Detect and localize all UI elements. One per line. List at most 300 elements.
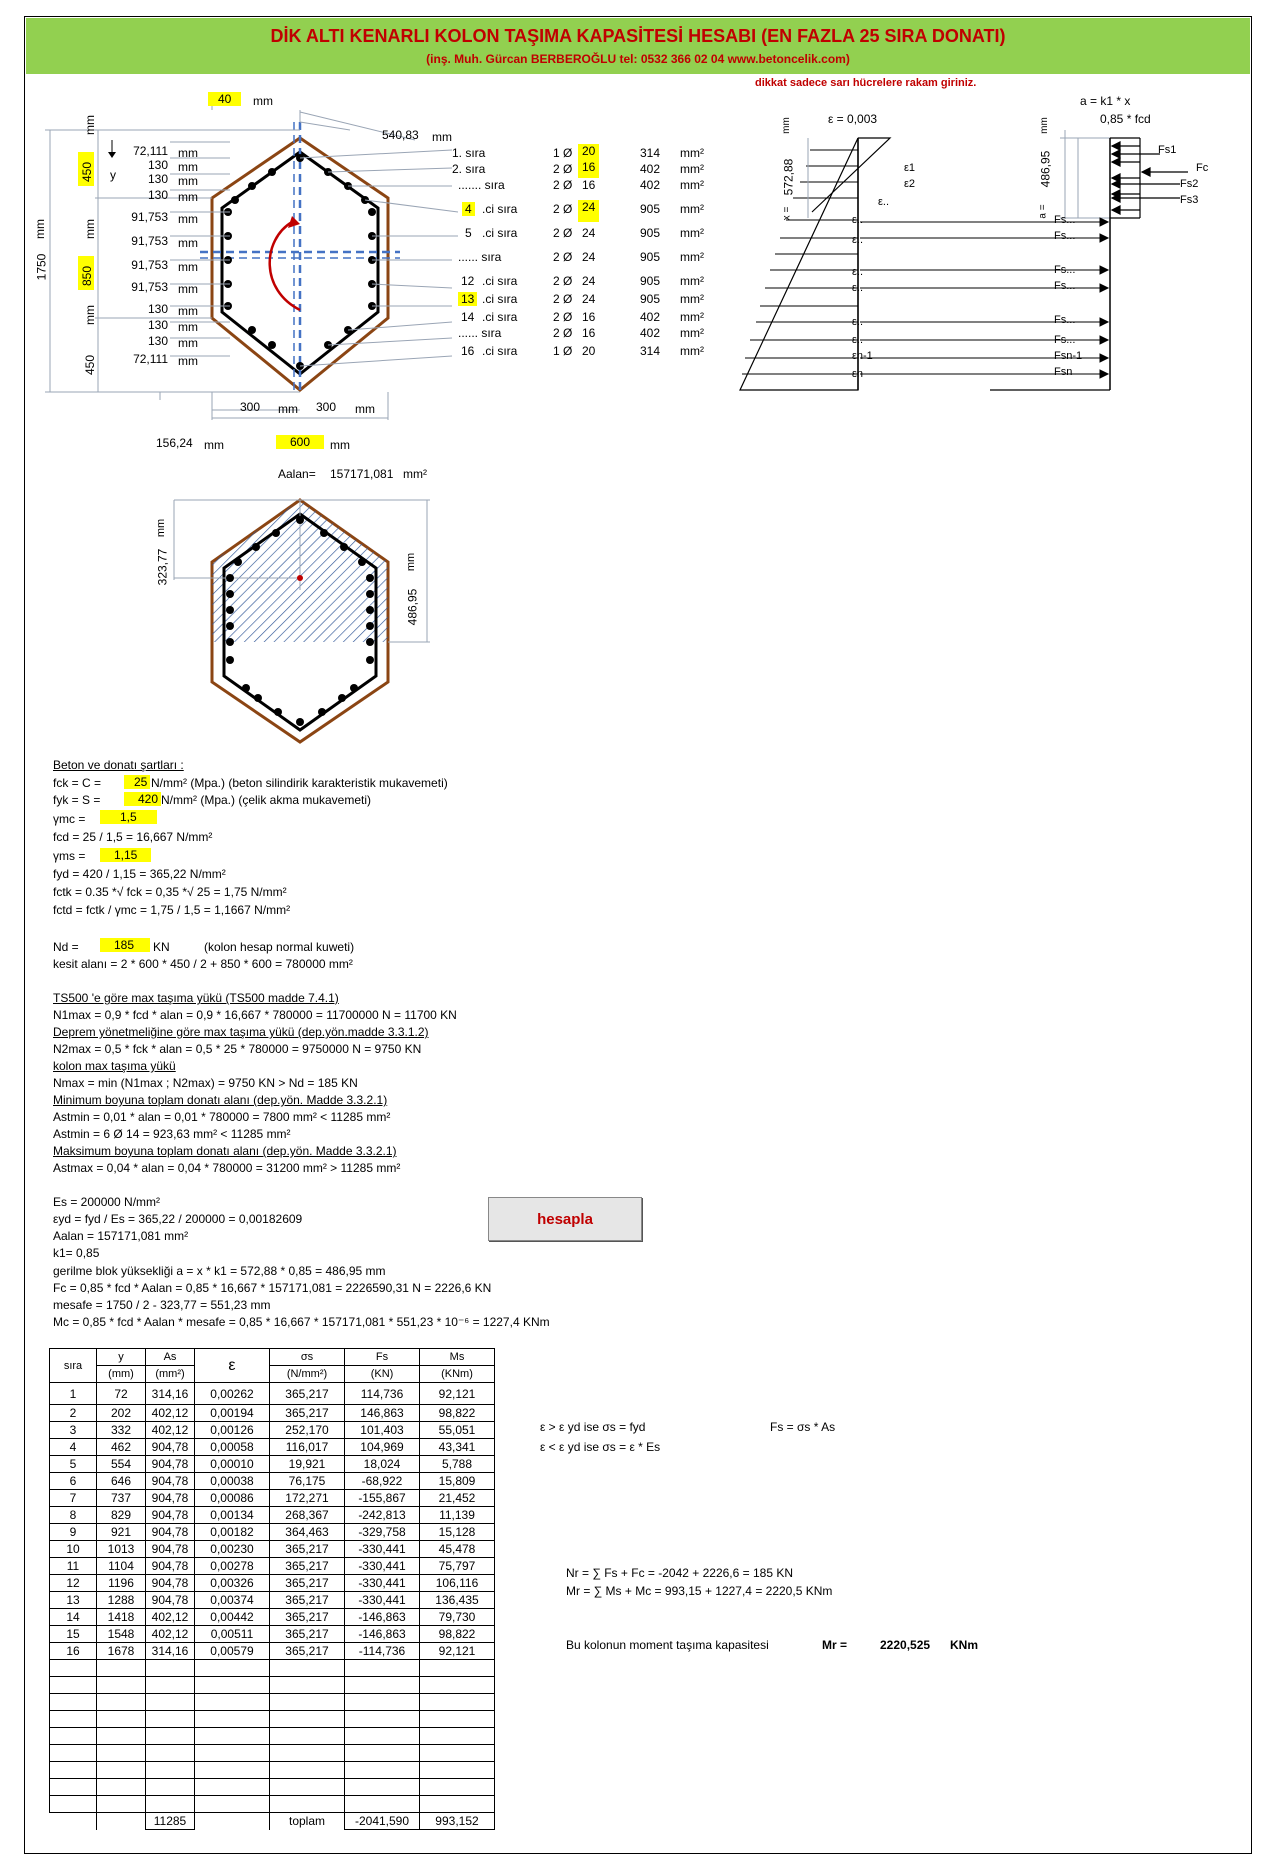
x-value: 572,88 (781, 158, 796, 196)
offset-unit: mm (204, 438, 224, 452)
empty-cell (345, 1779, 420, 1796)
area-value: 157171,081 (330, 467, 394, 481)
table-row (50, 1405, 495, 1422)
row-diameter: 24 (582, 226, 596, 240)
table-cell: 365,217 (270, 1643, 345, 1660)
table-cell: -68,922 (345, 1473, 420, 1490)
empty-cell (50, 1796, 97, 1813)
warning-note: dikkat sadece sarı hücrelere rakam giriniz. (755, 77, 977, 89)
table-cell: 365,217 (270, 1405, 345, 1422)
h-top-unit: mm (83, 115, 97, 135)
results-table (49, 1348, 495, 1830)
table-cell: 0,00194 (195, 1405, 270, 1422)
table-cell: 9 (50, 1524, 97, 1541)
row-number: 5 (465, 226, 472, 240)
force-label: Fs... (1054, 334, 1076, 346)
table-cell: -114,736 (345, 1643, 420, 1660)
table-cell: 1418 (97, 1609, 146, 1626)
table-cell: 14 (50, 1609, 97, 1626)
row-area: 314 (640, 344, 661, 358)
row-diameter[interactable]: 16 (578, 160, 599, 178)
row-area-unit: mm² (680, 250, 704, 264)
empty-cell (97, 1796, 146, 1813)
compression-zone-drawing (0, 470, 460, 750)
table-cell: 829 (97, 1507, 146, 1524)
table-row (50, 1575, 495, 1592)
fck-label: fck = C = (53, 776, 102, 790)
gms-label: γms = (53, 849, 86, 863)
rule-elastic: ε < ε yd ise σs = ε * Es (540, 1440, 661, 1454)
strain-label: εn (852, 368, 864, 380)
force-label: Fsn-1 (1054, 350, 1083, 362)
check-line: Nmax = min (N1max ; N2max) = 9750 KN > Nd = 185 KN (53, 1076, 358, 1090)
row-label: 2. sıra (452, 162, 486, 176)
row-number: 16 (461, 344, 475, 358)
force-label: Fs... (1054, 314, 1076, 326)
table-cell: 0,00579 (195, 1643, 270, 1660)
empty-cell (97, 1694, 146, 1711)
y-axis-label: y (110, 168, 116, 182)
row-count: 2 Ø (553, 326, 573, 340)
h-top-input[interactable]: 450 (78, 152, 94, 186)
fck-desc: N/mm² (Mpa.) (beton silindirik karakteristik mukavemeti) (151, 776, 448, 790)
empty-cell (345, 1711, 420, 1728)
unit-sigma: (N/mm²) (270, 1366, 345, 1383)
spacing-value: 130 (147, 334, 168, 348)
table-cell: 365,217 (270, 1558, 345, 1575)
check-line: Astmin = 6 Ø 14 = 923,63 mm² < 11285 mm² (53, 1127, 291, 1141)
total-as: 11285 (146, 1813, 195, 1830)
empty-cell (195, 1796, 270, 1813)
table-cell: 904,78 (146, 1541, 195, 1558)
table-cell: 11 (50, 1558, 97, 1575)
h-mid-unit-2: mm (83, 305, 97, 325)
area-unit: mm² (403, 467, 427, 481)
fck-input[interactable]: 25 (124, 775, 150, 789)
spacing-value: 130 (147, 188, 168, 202)
table-cell: 402,12 (146, 1422, 195, 1439)
check-line: Astmin = 0,01 * alan = 0,01 * 780000 = 7800 mm² < 11285 mm² (53, 1110, 391, 1124)
table-cell: 0,00442 (195, 1609, 270, 1626)
h-mid-input[interactable]: 850 (78, 256, 94, 290)
row-number[interactable]: 4 (462, 202, 475, 216)
table-cell: 8 (50, 1507, 97, 1524)
check-line: TS500 'e göre max taşıma yükü (TS500 madde 7.4.1) (53, 991, 339, 1005)
a-unit: mm (1038, 117, 1050, 134)
table-row (50, 1643, 495, 1660)
empty-cell (97, 1660, 146, 1677)
empty-cell (420, 1694, 495, 1711)
force-label: Fs... (1054, 214, 1076, 226)
row-diameter: 16 (582, 326, 596, 340)
table-cell: 0,00230 (195, 1541, 270, 1558)
col-ms: Ms (420, 1349, 495, 1366)
calc-line: gerilme blok yüksekliği a = x * k1 = 572,88 * 0,85 = 486,95 mm (53, 1264, 386, 1278)
table-row (50, 1456, 495, 1473)
spacing-value: 72,111 (133, 352, 168, 366)
table-cell: 1678 (97, 1643, 146, 1660)
strain-label: ε.. (852, 334, 864, 346)
table-cell: 6 (50, 1473, 97, 1490)
width-top-unit: mm (432, 130, 452, 144)
row-diameter[interactable]: 20 (578, 144, 599, 162)
table-cell: 904,78 (146, 1439, 195, 1456)
row-area: 402 (640, 326, 661, 340)
row-label: .ci sıra (482, 274, 518, 288)
row-area: 314 (640, 146, 661, 160)
a-value: 486,95 (1038, 150, 1053, 188)
empty-row (50, 1677, 495, 1694)
cover-input[interactable]: 40 (208, 92, 241, 106)
table-cell: 13 (50, 1592, 97, 1609)
row-diameter: 24 (582, 292, 596, 306)
table-row (50, 1422, 495, 1439)
empty-cell (195, 1762, 270, 1779)
table-row (50, 1490, 495, 1507)
empty-cell (50, 1745, 97, 1762)
table-cell: 19,921 (270, 1456, 345, 1473)
table-cell: 55,051 (420, 1422, 495, 1439)
empty-cell (146, 1660, 195, 1677)
empty-cell (420, 1711, 495, 1728)
force-label: Fs... (1054, 264, 1076, 276)
empty-cell (270, 1694, 345, 1711)
unit-fs: (KN) (345, 1366, 420, 1383)
spacing-unit: mm (178, 336, 198, 350)
row-diameter: 24 (582, 274, 596, 288)
width-top-value: 540,83 (382, 128, 419, 142)
area-label: Aalan= (278, 467, 316, 481)
row-label: ...... sıra (458, 250, 502, 264)
table-cell: 314,16 (146, 1643, 195, 1660)
calc-line: Es = 200000 N/mm² (53, 1195, 161, 1209)
empty-cell (50, 1762, 97, 1779)
table-cell: 98,822 (420, 1626, 495, 1643)
empty-cell (50, 1711, 97, 1728)
table-cell: 0,00278 (195, 1558, 270, 1575)
table-cell: 904,78 (146, 1473, 195, 1490)
rule-yield: ε > ε yd ise σs = fyd (540, 1420, 646, 1434)
capacity-value: 2220,525 (880, 1638, 931, 1652)
total-blank (97, 1813, 146, 1830)
empty-cell (97, 1779, 146, 1796)
empty-row (50, 1694, 495, 1711)
table-cell: 0,00038 (195, 1473, 270, 1490)
strain-label: ε.. (852, 214, 864, 226)
table-cell: 365,217 (270, 1626, 345, 1643)
table-cell: 646 (97, 1473, 146, 1490)
empty-cell (420, 1660, 495, 1677)
spacing-unit: mm (178, 212, 198, 226)
calc-line: k1= 0,85 (53, 1246, 100, 1260)
empty-cell (270, 1677, 345, 1694)
table-cell: 116,017 (270, 1439, 345, 1456)
spacing-value: 91,753 (131, 234, 168, 248)
col-sira: sıra (50, 1349, 97, 1383)
hesapla-button[interactable]: hesapla (488, 1197, 642, 1241)
table-cell: -330,441 (345, 1575, 420, 1592)
depth2-value: 486,95 (405, 588, 420, 626)
row-count: 2 Ø (553, 274, 573, 288)
depth2-unit: mm (405, 552, 418, 572)
empty-row (50, 1796, 495, 1813)
table-row (50, 1558, 495, 1575)
nd-label: Nd = (53, 940, 79, 954)
row-count: 2 Ø (553, 178, 573, 192)
table-cell: 364,463 (270, 1524, 345, 1541)
table-cell: 136,435 (420, 1592, 495, 1609)
table-cell: -330,441 (345, 1558, 420, 1575)
table-cell: 106,116 (420, 1575, 495, 1592)
force-label: Fsn (1054, 366, 1073, 378)
row-area: 905 (640, 250, 661, 264)
table-cell: 1288 (97, 1592, 146, 1609)
table-cell: 172,271 (270, 1490, 345, 1507)
empty-cell (50, 1779, 97, 1796)
row-number[interactable]: 13 (458, 292, 477, 306)
table-cell: 92,121 (420, 1643, 495, 1660)
row-count: 1 Ø (553, 344, 573, 358)
empty-cell (420, 1796, 495, 1813)
empty-cell (420, 1677, 495, 1694)
table-cell: -329,758 (345, 1524, 420, 1541)
calc-line: εyd = fyd / Es = 365,22 / 200000 = 0,00182609 (53, 1212, 303, 1226)
x-label: x = (781, 206, 793, 221)
width-unit: mm (330, 438, 350, 452)
h-total-value: 1750 (34, 253, 49, 281)
table-cell: 402,12 (146, 1626, 195, 1643)
col-fs: Fs (345, 1349, 420, 1366)
half-width-left: 300 (240, 400, 261, 414)
strain-label: ε1 (904, 162, 916, 174)
empty-cell (50, 1677, 97, 1694)
table-cell: 365,217 (270, 1609, 345, 1626)
force-label: Fs... (1054, 280, 1076, 292)
table-cell: 76,175 (270, 1473, 345, 1490)
row-diameter: 24 (582, 250, 596, 264)
fyk-input[interactable]: 420 (124, 792, 161, 806)
empty-row (50, 1762, 495, 1779)
empty-cell (270, 1711, 345, 1728)
force-label: Fs1 (1158, 144, 1177, 156)
table-cell: 0,00182 (195, 1524, 270, 1541)
row-area-unit: mm² (680, 162, 704, 176)
table-cell: 365,217 (270, 1592, 345, 1609)
table-cell: 101,403 (345, 1422, 420, 1439)
table-cell: 904,78 (146, 1592, 195, 1609)
table-cell: 0,00374 (195, 1592, 270, 1609)
table-cell: 904,78 (146, 1558, 195, 1575)
table-cell: 737 (97, 1490, 146, 1507)
fyk-label: fyk = S = (53, 793, 101, 807)
table-cell: -242,813 (345, 1507, 420, 1524)
table-cell: 365,217 (270, 1541, 345, 1558)
table-cell: -330,441 (345, 1592, 420, 1609)
params-heading: Beton ve donatı şartları : (53, 758, 184, 772)
row-diameter: 20 (582, 344, 596, 358)
empty-cell (195, 1779, 270, 1796)
strain-label: ε.. (878, 196, 890, 208)
table-cell: 104,969 (345, 1439, 420, 1456)
row-count: 2 Ø (553, 202, 573, 216)
empty-cell (50, 1694, 97, 1711)
force-label: Fc (1196, 162, 1209, 174)
table-cell: 268,367 (270, 1507, 345, 1524)
row-area: 402 (640, 178, 661, 192)
strain-label: ε.. (852, 234, 864, 246)
strain-diagram (0, 0, 1276, 400)
table-cell: 11,139 (420, 1507, 495, 1524)
table-cell: 904,78 (146, 1507, 195, 1524)
table-cell: 0,00058 (195, 1439, 270, 1456)
table-row (50, 1439, 495, 1456)
empty-cell (146, 1762, 195, 1779)
gms-input[interactable]: 1,15 (100, 848, 151, 862)
empty-cell (146, 1677, 195, 1694)
table-cell: 0,00086 (195, 1490, 270, 1507)
h-total-unit: mm (33, 219, 47, 239)
a-label: a = (1037, 204, 1049, 219)
table-row (50, 1507, 495, 1524)
table-cell: 1013 (97, 1541, 146, 1558)
total-label: toplam (270, 1813, 345, 1830)
width-input[interactable]: 600 (276, 435, 324, 449)
check-line: Astmax = 0,04 * alan = 0,04 * 780000 = 31200 mm² > 11285 mm² (53, 1161, 401, 1175)
empty-cell (97, 1677, 146, 1694)
mr-equation: Mr = ∑ Ms + Mc = 993,15 + 1227,4 = 2220,5 KNm (566, 1584, 833, 1598)
table-row (50, 1609, 495, 1626)
col-y: y (97, 1349, 146, 1366)
table-cell: 16 (50, 1643, 97, 1660)
table-cell: 7 (50, 1490, 97, 1507)
empty-row (50, 1711, 495, 1728)
table-cell: 18,024 (345, 1456, 420, 1473)
row-area: 905 (640, 226, 661, 240)
empty-cell (97, 1745, 146, 1762)
spacing-unit: mm (178, 160, 198, 174)
empty-cell (146, 1745, 195, 1762)
fctk-line: fctk = 0.35 *√ fck = 0,35 *√ 25 = 1,75 N/mm² (53, 885, 287, 899)
table-cell: 1104 (97, 1558, 146, 1575)
calc-line: mesafe = 1750 / 2 - 323,77 = 551,23 mm (53, 1298, 271, 1312)
row-count: 1 Ø (553, 146, 573, 160)
total-blank (195, 1813, 270, 1830)
strain-label: ε.. (852, 266, 864, 278)
check-line: Deprem yönetmeliğine göre max taşıma yükü (dep.yön.madde 3.3.1.2) (53, 1025, 429, 1039)
table-cell: 904,78 (146, 1456, 195, 1473)
row-diameter: 16 (582, 178, 596, 192)
table-cell: 252,170 (270, 1422, 345, 1439)
row-label: ...... sıra (458, 326, 502, 340)
a-formula: a = k1 * x (1080, 94, 1131, 108)
row-count: 2 Ø (553, 226, 573, 240)
table-cell: 75,797 (420, 1558, 495, 1575)
nd-input[interactable]: 185 (100, 938, 150, 952)
table-row (50, 1524, 495, 1541)
row-area-unit: mm² (680, 292, 704, 306)
spacing-unit: mm (178, 146, 198, 160)
empty-cell (146, 1796, 195, 1813)
strain-label: ε2 (904, 178, 916, 190)
table-cell: 15 (50, 1626, 97, 1643)
table-row (50, 1383, 495, 1405)
check-line: N2max = 0,5 * fck * alan = 0,5 * 25 * 780000 = 9750000 N = 9750 KN (53, 1042, 422, 1056)
gmc-input[interactable]: 1,5 (100, 810, 157, 824)
row-area-unit: mm² (680, 326, 704, 340)
empty-cell (50, 1728, 97, 1745)
row-label: .ci sıra (482, 310, 518, 324)
empty-cell (50, 1660, 97, 1677)
empty-row (50, 1660, 495, 1677)
row-label: .ci sıra (482, 202, 518, 216)
empty-row (50, 1745, 495, 1762)
row-label: 1. sıra (452, 146, 486, 160)
empty-cell (195, 1745, 270, 1762)
table-cell: 554 (97, 1456, 146, 1473)
fcd-label: 0,85 * fcd (1100, 112, 1151, 126)
table-cell: 0,00126 (195, 1422, 270, 1439)
table-cell: 1548 (97, 1626, 146, 1643)
empty-cell (420, 1745, 495, 1762)
row-number: 12 (461, 274, 475, 288)
row-label: .ci sıra (482, 344, 518, 358)
strain-top-label: ε = 0,003 (828, 112, 878, 126)
table-cell: 904,78 (146, 1575, 195, 1592)
table-cell: 365,217 (270, 1575, 345, 1592)
force-label: Fs3 (1180, 194, 1199, 206)
table-cell: -146,863 (345, 1626, 420, 1643)
empty-cell (195, 1660, 270, 1677)
row-area: 905 (640, 202, 661, 216)
spacing-value: 130 (147, 158, 168, 172)
col-as: As (146, 1349, 195, 1366)
table-cell: 72 (97, 1383, 146, 1405)
spacing-unit: mm (178, 174, 198, 188)
table-cell: 0,00511 (195, 1626, 270, 1643)
row-area: 402 (640, 162, 661, 176)
row-diameter[interactable]: 24 (578, 200, 599, 222)
nd-unit: KN (153, 940, 170, 954)
table-row (50, 1626, 495, 1643)
empty-cell (420, 1728, 495, 1745)
nr-equation: Nr = ∑ Fs + Fc = -2042 + 2226,6 = 185 KN (566, 1566, 794, 1580)
table-cell: 904,78 (146, 1490, 195, 1507)
row-label: .ci sıra (482, 226, 518, 240)
half-width-left-unit: mm (278, 402, 298, 416)
table-cell: 202 (97, 1405, 146, 1422)
row-area-unit: mm² (680, 202, 704, 216)
spacing-unit: mm (178, 260, 198, 274)
empty-cell (146, 1728, 195, 1745)
x-unit: mm (780, 117, 792, 134)
fctd-line: fctd = fctk / γmc = 1,75 / 1,5 = 1,1667 N/mm² (53, 903, 291, 917)
table-cell: 1 (50, 1383, 97, 1405)
empty-cell (345, 1660, 420, 1677)
empty-cell (270, 1728, 345, 1745)
capacity-unit: KNm (950, 1638, 979, 1652)
table-cell: 21,452 (420, 1490, 495, 1507)
table-cell: 921 (97, 1524, 146, 1541)
empty-cell (420, 1779, 495, 1796)
table-cell: 15,809 (420, 1473, 495, 1490)
row-area: 402 (640, 310, 661, 324)
half-width-right-unit: mm (355, 402, 375, 416)
empty-cell (97, 1762, 146, 1779)
spacing-value: 91,753 (131, 280, 168, 294)
check-line: Minimum boyuna toplam donatı alanı (dep.yön. Madde 3.3.2.1) (53, 1093, 388, 1107)
table-cell: 98,822 (420, 1405, 495, 1422)
row-area-unit: mm² (680, 178, 704, 192)
